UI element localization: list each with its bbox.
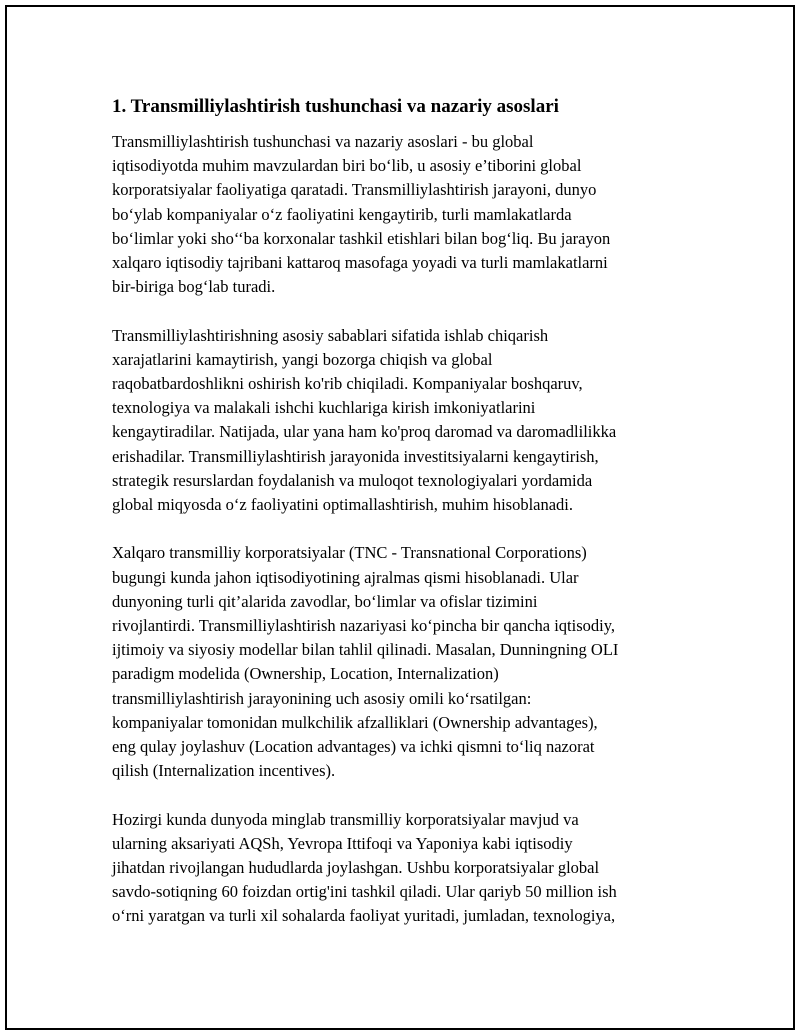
text-line: o‘rni yaratgan va turli xil sohalarda faoliyat yuritadi, jumladan, texnologiya, xyxy=(112,906,616,926)
text-line: bo‘ylab kompaniyalar o‘z faoliyatini kengaytirib, turli mamlakatlarda xyxy=(112,204,572,224)
paragraph-gap xyxy=(112,517,682,541)
text-line: ularning aksariyati AQSh, Yevropa Ittifoqi va Yaponiya kabi iqtisodiy xyxy=(112,833,573,853)
paragraph-2 xyxy=(112,324,682,542)
text-line: kengaytiradilar. Natijada, ular yana ham ko'proq daromad va daromadlilikka xyxy=(112,422,617,442)
paragraph-3 xyxy=(112,541,682,807)
text-line: xalqaro iqtisodiy tajribani kattaroq masofaga yoyadi va turli mamlakatlarni xyxy=(112,253,608,273)
text-line: Transmilliylashtirishning asosiy sabablari sifatida ishlab chiqarish xyxy=(112,325,549,345)
text-line: Transmilliylashtirish tushunchasi va nazariy asoslari - bu global xyxy=(112,132,534,151)
text-line: erishadilar. Transmilliylashtirish jarayonida investitsiyalarni kengaytirish, xyxy=(112,446,599,466)
text-line: iqtisodiyotda muhim mavzulardan biri bo‘lib, u asosiy e’tiborini global xyxy=(112,156,582,176)
text-line: jihatdan rivojlangan hududlarda joylashgan. Ushbu korporatsiyalar global xyxy=(112,858,600,878)
text-line: savdo-sotiqning 60 foizdan ortig'ini tashkil qiladi. Ular qariyb 50 million ish xyxy=(112,882,617,902)
text-line: bo‘limlar yoki sho‘‘ba korxonalar tashkil etishlari bilan bog‘liq. Bu jarayon xyxy=(112,228,611,248)
text-line: paradigm modelida (Ownership, Location, Internalization) xyxy=(112,664,499,684)
text-line: global miqyosda o‘z faoliyatini optimallashtirish, muhim hisoblanadi. xyxy=(112,495,574,515)
text-line: transmilliylashtirish jarayonining uch asosiy omili ko‘rsatilgan: xyxy=(112,688,532,708)
text-line: ijtimoiy va siyosiy modellar bilan tahlil qilinadi. Masalan, Dunningning OLI xyxy=(112,640,619,660)
section-heading: 1. Transmilliylashtirish tushunchasi va nazariy asoslari xyxy=(112,96,559,117)
text-line: korporatsiyalar faoliyatiga qaratadi. Transmilliylashtirish jarayoni, dunyo xyxy=(112,180,597,200)
text-line: qilish (Internalization incentives). xyxy=(112,761,336,781)
text-line: xarajatlarini kamaytirish, yangi bozorga chiqish va global xyxy=(112,349,493,369)
paragraph-4 xyxy=(112,808,682,929)
paragraph-gap xyxy=(112,299,682,323)
text-line: dunyoning turli qit’alarida zavodlar, bo‘limlar va ofislar tizimini xyxy=(112,591,538,611)
text-line: bir-biriga bog‘lab turadi. xyxy=(112,277,276,297)
paragraph-gap xyxy=(112,783,682,807)
text-line: Xalqaro transmilliy korporatsiyalar (TNC - Transnational Corporations) xyxy=(112,543,587,563)
document-body xyxy=(112,94,682,929)
text-line: bugungi kunda jahon iqtisodiyotining ajralmas qismi hisoblanadi. Ular xyxy=(112,567,579,587)
text-line: Hozirgi kunda dunyoda minglab transmilliy korporatsiyalar mavjud va xyxy=(112,809,579,829)
text-line: rivojlantirdi. Transmilliylashtirish nazariyasi ko‘pincha bir qancha iqtisodiy, xyxy=(112,616,616,636)
paragraph-1 xyxy=(112,130,682,324)
text-line: eng qulay joylashuv (Location advantages) va ichki qismni to‘liq nazorat xyxy=(112,737,595,757)
text-line: kompaniyalar tomonidan mulkchilik afzalliklari (Ownership advantages), xyxy=(112,712,598,732)
text-line: raqobatbardoshlikni oshirish ko'rib chiqiladi. Kompaniyalar boshqaruv, xyxy=(112,374,583,394)
text-line: strategik resurslardan foydalanish va muloqot texnologiyalari yordamida xyxy=(112,470,593,490)
text-line: texnologiya va malakali ishchi kuchlariga kirish imkoniyatlarini xyxy=(112,398,536,418)
